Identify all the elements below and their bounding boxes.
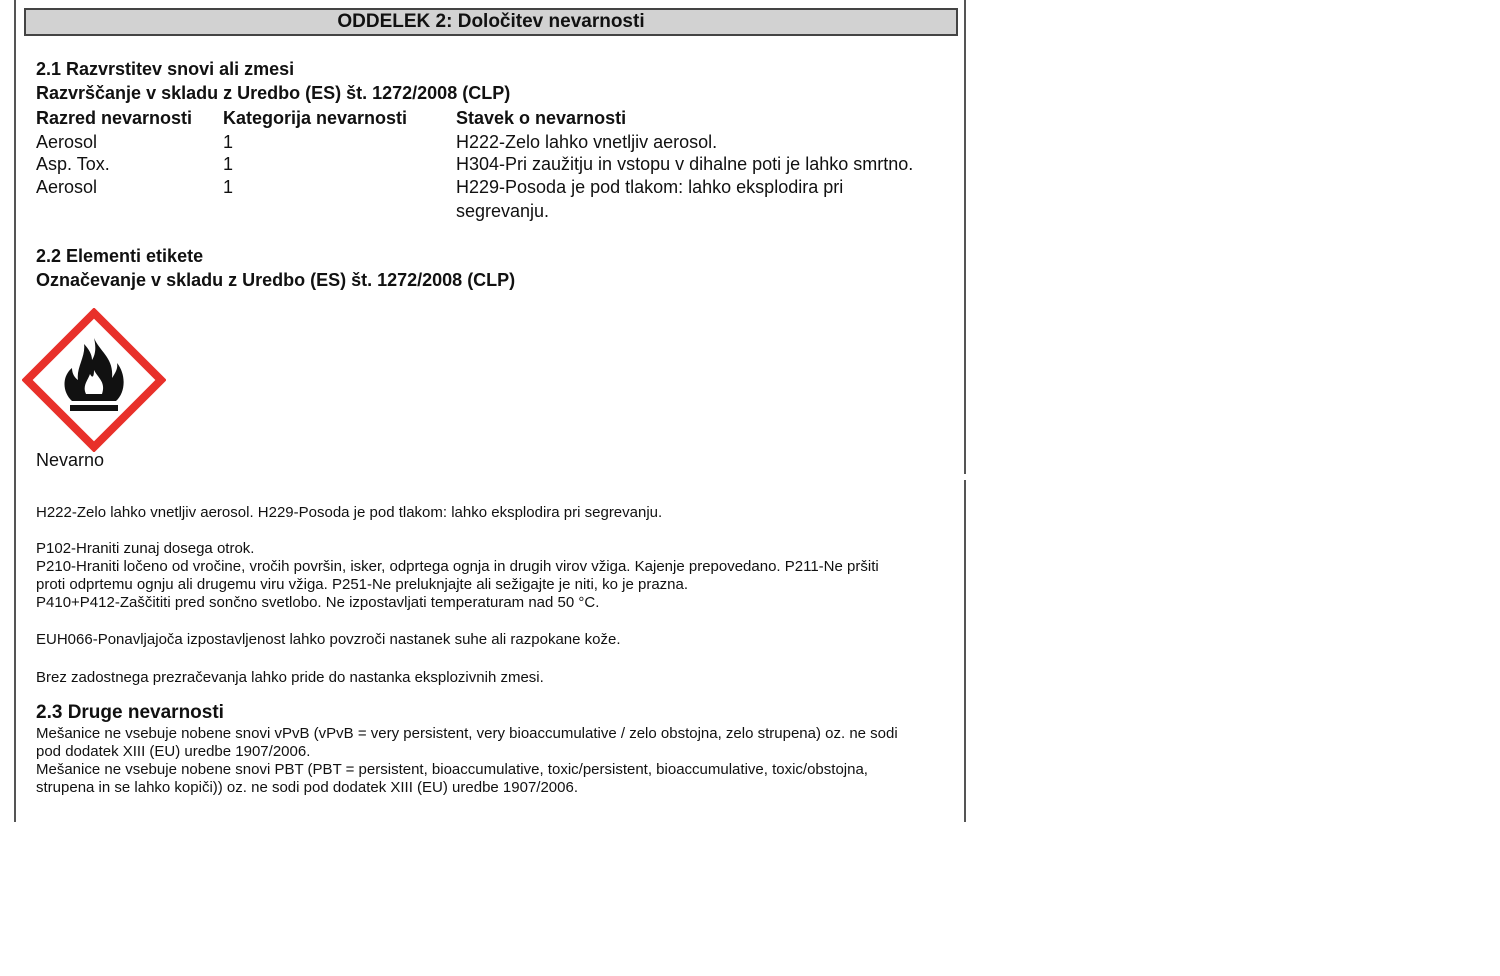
other-hazards-line: pod dodatek XIII (EU) uredbe 1907/2006. bbox=[36, 743, 311, 760]
row-3-category: 1 bbox=[223, 177, 234, 197]
row-1-category: 1 bbox=[223, 132, 234, 152]
section-2-3-heading: 2.3 Druge nevarnosti bbox=[36, 702, 224, 723]
row-2-statement: H304-Pri zaužitju in vstopu v dihalne poti je lahko smrtno. bbox=[456, 154, 914, 174]
hazard-statements: H222-Zelo lahko vnetljiv aerosol. H229-Posoda je pod tlakom: lahko eksplodira pri segrevanju. bbox=[36, 504, 663, 521]
precautionary-line: proti odprtemu ognju ali drugemu viru vžiga. P251-Ne preluknjajte ali sežigajte je niti, ko je prazna. bbox=[36, 576, 689, 593]
flame-ghs02-icon bbox=[22, 308, 166, 452]
row-3-statement: H229-Posoda je pod tlakom: lahko eksplodira pri bbox=[456, 177, 844, 197]
row-2-category: 1 bbox=[223, 154, 234, 174]
other-hazards-text bbox=[36, 725, 951, 797]
section-title: ODDELEK 2: Določitev nevarnosti bbox=[24, 8, 958, 36]
signal-word: Nevarno bbox=[36, 450, 105, 470]
section-2-1-subheading: Razvrščanje v skladu z Uredbo (ES) št. 1272/2008 (CLP) bbox=[36, 83, 511, 103]
row-1-class: Aerosol bbox=[36, 132, 98, 152]
section-2-2-subheading: Označevanje v skladu z Uredbo (ES) št. 1272/2008 (CLP) bbox=[36, 270, 516, 290]
precautionary-line: P102-Hraniti zunaj dosega otrok. bbox=[36, 540, 255, 557]
section-2-1-heading: 2.1 Razvrstitev snovi ali zmesi bbox=[36, 59, 295, 79]
row-2-class: Asp. Tox. bbox=[36, 154, 110, 174]
border-gap bbox=[964, 474, 968, 480]
precautionary-line: P410+P412-Zaščititi pred sončno svetlobo. Ne izpostavljati temperaturam nad 50 °C. bbox=[36, 594, 600, 611]
other-hazards-line: Mešanice ne vsebuje nobene snovi PBT (PBT = persistent, bioaccumulative, toxic/persistent, bioaccumulative, toxic/obstojna, bbox=[36, 761, 868, 778]
sds-page bbox=[14, 0, 966, 822]
row-3-class: Aerosol bbox=[36, 177, 98, 197]
column-header-hazard-class: Razred nevarnosti bbox=[36, 108, 193, 128]
other-hazards-line: strupena in se lahko kopiči)) oz. ne sodi pod dodatek XIII (EU) uredbe 1907/2006. bbox=[36, 779, 578, 796]
precautionary-statements bbox=[36, 540, 951, 612]
other-hazards-line: Mešanice ne vsebuje nobene snovi vPvB (vPvB = very persistent, very bioaccumulative / zelo obstojna, zelo strupena) oz. ne sodi bbox=[36, 725, 898, 742]
column-header-hazard-category: Kategorija nevarnosti bbox=[223, 108, 408, 128]
row-3-statement-continued: segrevanju. bbox=[456, 201, 550, 221]
column-header-hazard-statement: Stavek o nevarnosti bbox=[456, 108, 627, 128]
section-2-2-heading: 2.2 Elementi etikete bbox=[36, 246, 204, 266]
precautionary-line: P210-Hraniti ločeno od vročine, vročih površin, isker, odprtega ognja in drugih virov vžiga. Kajenje prepovedano. P211-Ne pršiti bbox=[36, 558, 879, 575]
row-1-statement: H222-Zelo lahko vnetljiv aerosol. bbox=[456, 132, 718, 152]
ventilation-note: Brez zadostnega prezračevanja lahko pride do nastanka eksplozivnih zmesi. bbox=[36, 669, 544, 686]
euh-statement: EUH066-Ponavljajoča izpostavljenost lahko povzroči nastanek suhe ali razpokane kože. bbox=[36, 631, 621, 648]
